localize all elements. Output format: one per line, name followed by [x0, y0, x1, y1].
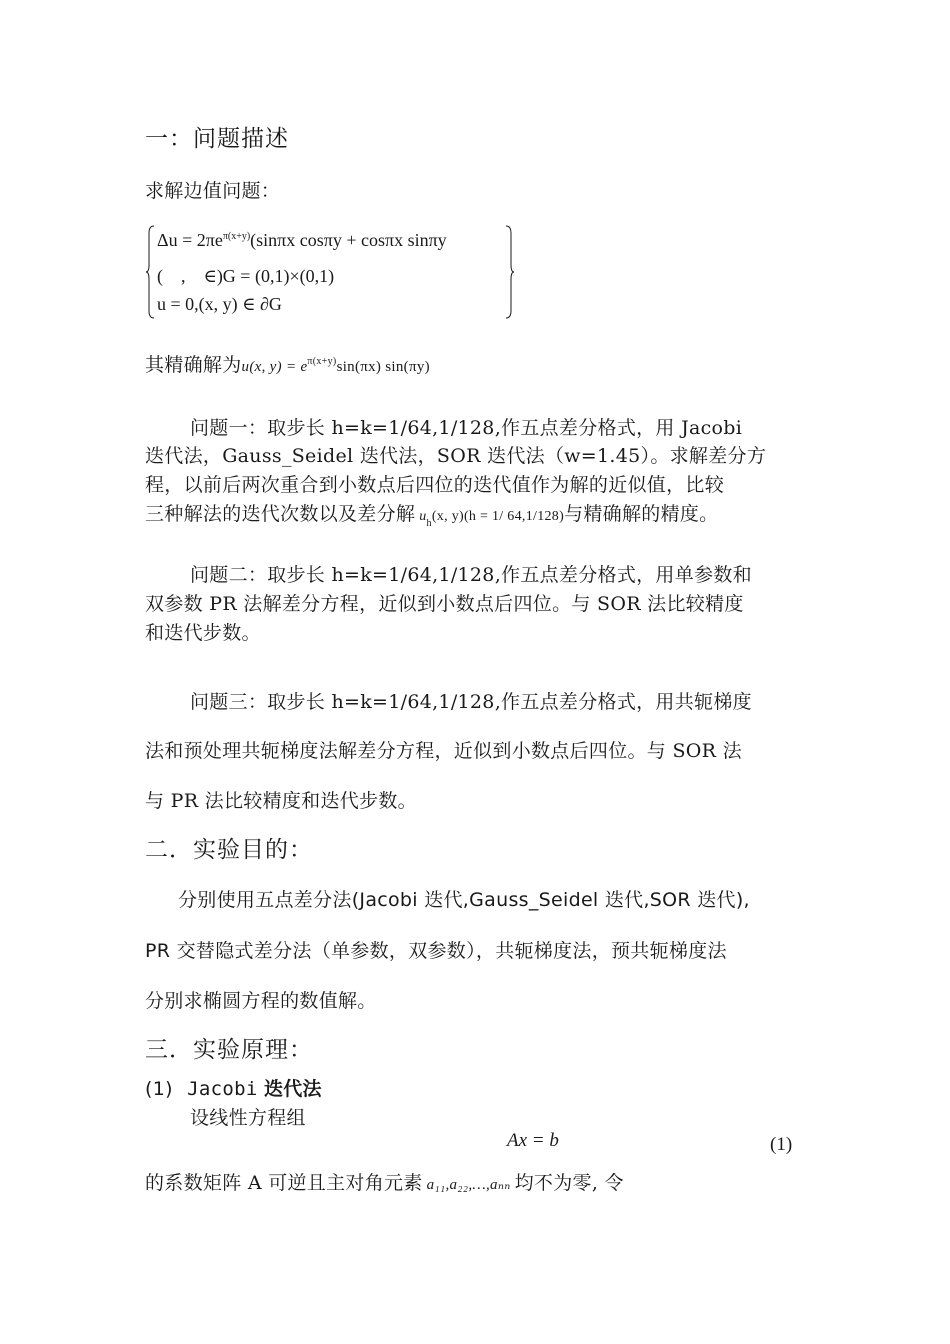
problem1-line-1: 问题一：取步长 h=k=1/64,1/128,作五点差分格式，用 Jacobi	[190, 417, 743, 439]
problem1-line-4-formula: u	[419, 509, 427, 524]
problem1-line-4	[145, 499, 718, 529]
exact-solution-label: 其精确解为	[145, 354, 242, 376]
intro-text: 求解边值问题：	[145, 180, 281, 202]
problem1-line-3: 程，以前后两次重合到小数点后四位的迭代值作为解的近似值，比较	[145, 474, 725, 496]
problem1-line-4-text-b: 与精确解的精度。	[564, 503, 719, 525]
item1-title-jacobi: Jacobi	[187, 1078, 258, 1100]
section2-line-3: 分别求椭圆方程的数值解。	[145, 990, 377, 1012]
item1-line-2	[145, 1168, 624, 1195]
exact-solution-rest: sin(πx) sin(πy)	[336, 359, 430, 375]
problem2-line-2: 双参数 PR 法解差分方程，近似到小数点后四位。与 SOR 法比较精度	[145, 593, 744, 615]
exact-solution-exponent: π(x+y)	[307, 356, 337, 367]
section-heading-1: 一：问题描述	[145, 126, 289, 152]
equation-line-1-rest: (sinπx cosπy + cosπx sinπy	[250, 230, 447, 250]
left-brace-icon	[145, 225, 155, 319]
equation-line-3: u = 0,(x, y) ∈ ∂G	[157, 294, 282, 314]
linear-system-equation: Ax = b	[507, 1130, 559, 1151]
problem3-line-2: 法和预处理共轭梯度法解差分方程，近似到小数点后四位。与 SOR 法	[145, 740, 742, 762]
item1-title-line	[145, 1074, 322, 1101]
exact-solution-formula: u(x, y) = e	[241, 359, 308, 375]
problem3-line-1: 问题三：取步长 h=k=1/64,1/128,作五点差分格式，用共轭梯度	[190, 691, 752, 713]
exact-solution-line	[145, 350, 430, 377]
equation-line-1	[157, 230, 447, 251]
section-heading-3: 三．实验原理：	[145, 1037, 313, 1063]
problem3-line-3: 与 PR 法比较精度和迭代步数。	[145, 790, 417, 812]
section2-line-1: 分别使用五点差分法(Jacobi 迭代,Gauss_Seidel 迭代,SOR 迭代),	[178, 889, 750, 911]
equation-number: (1)	[770, 1134, 793, 1155]
problem1-line-4-text-a: 三种解法的迭代次数以及差分解	[145, 503, 416, 525]
problem2-line-1: 问题二：取步长 h=k=1/64,1/128,作五点差分格式，用单参数和	[190, 564, 752, 586]
equation-line-1-exponent: π(x+y)	[222, 231, 251, 242]
problem1-line-4-subscript: h	[426, 518, 432, 529]
item1-title-method: 迭代法	[263, 1078, 322, 1100]
item1-line-2-formula: a₁₁,a₂₂,…,aₙₙ	[426, 1177, 511, 1193]
item1-line-1: 设线性方程组	[190, 1107, 306, 1129]
item1-line-2-text-a: 的系数矩阵 A 可逆且主对角元素	[145, 1172, 423, 1194]
section2-line-2: PR 交替隐式差分法（单参数，双参数），共轭梯度法，预共轭梯度法	[145, 940, 727, 962]
equation-line-2: ( , ∈)G = (0,1)×(0,1)	[157, 266, 335, 286]
item1-line-2-text-b: 均不为零, 令	[514, 1172, 624, 1194]
section-heading-2: 二．实验目的：	[145, 837, 313, 863]
problem2-line-3: 和迭代步数。	[145, 622, 261, 644]
item1-number: (1)	[145, 1078, 173, 1100]
problem1-line-4-formula-rest: (x, y)(h = 1/ 64,1/128)	[431, 509, 565, 524]
problem1-line-2: 迭代法，Gauss_Seidel 迭代法，SOR 迭代法（w=1.45）。求解差分方	[145, 445, 767, 467]
equation-line-1-main: Δu = 2πe	[157, 230, 223, 250]
right-brace-icon	[505, 225, 515, 319]
